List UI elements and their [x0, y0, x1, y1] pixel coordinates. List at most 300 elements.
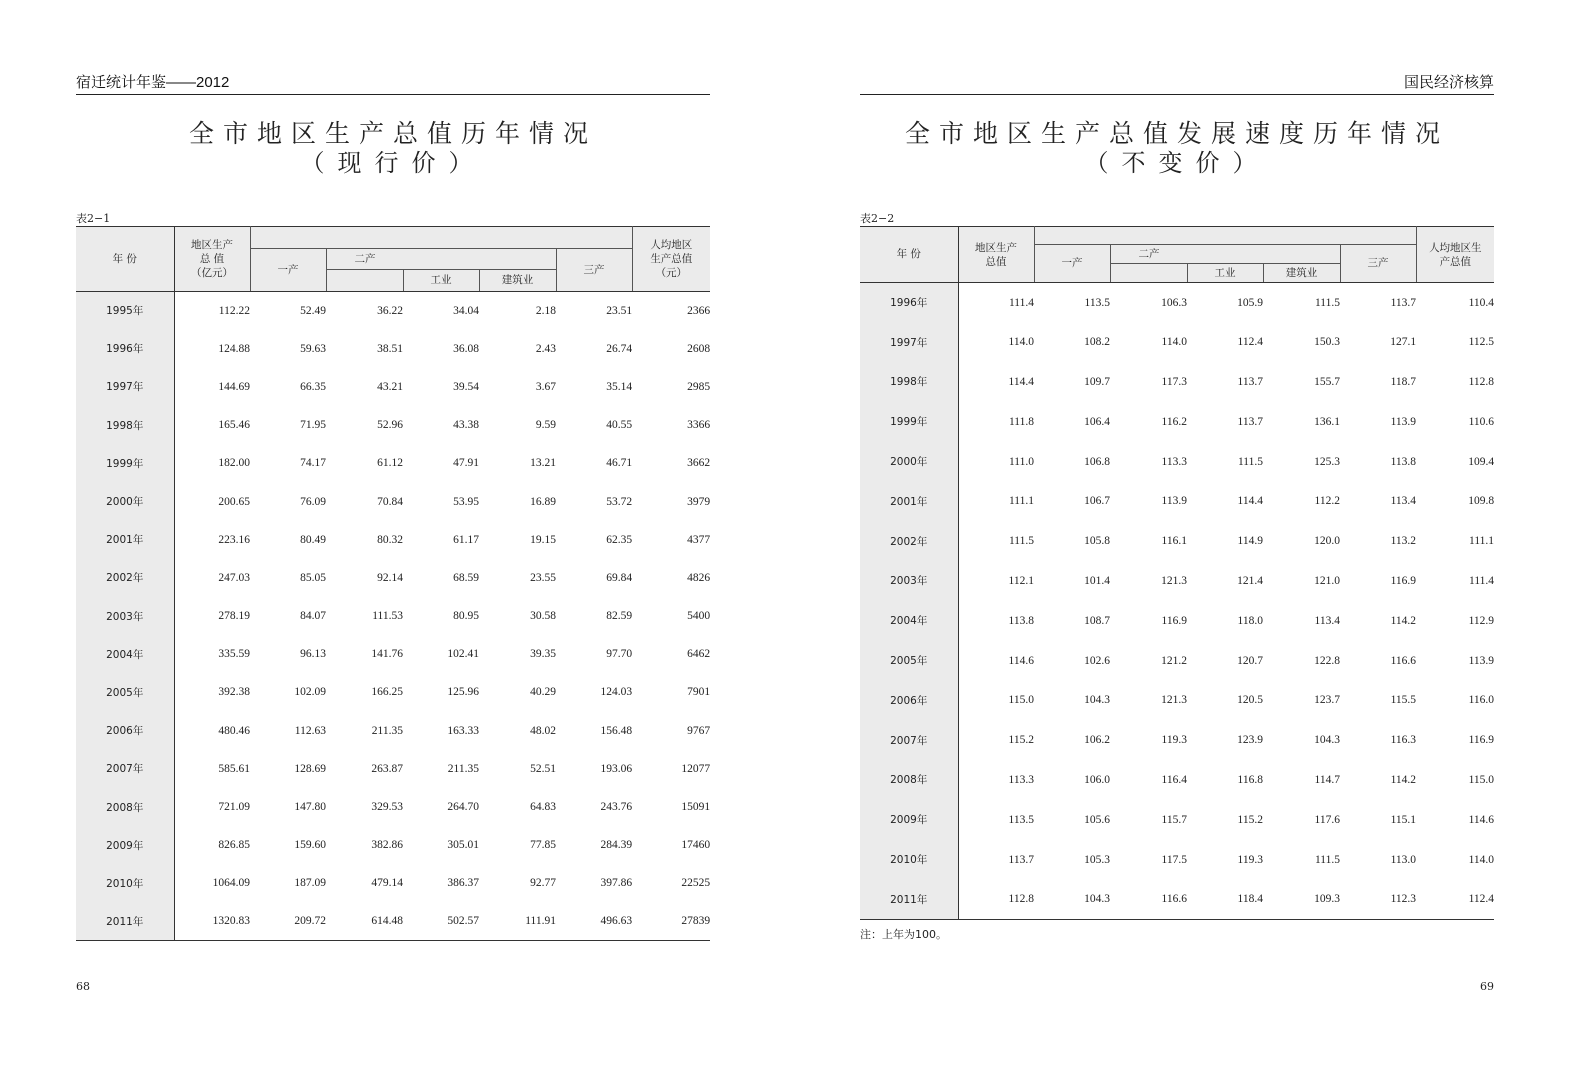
industry-cell: 211.35	[447, 762, 479, 775]
per-capita-cell: 3366	[687, 419, 711, 432]
year-cell: 2003年	[76, 597, 174, 635]
secondary-cell: 113.9	[1161, 495, 1187, 508]
primary-cell: 106.4	[1084, 415, 1110, 428]
primary-cell: 71.95	[300, 419, 326, 432]
year-cell: 1999年	[860, 402, 958, 442]
construction-cell: 122.8	[1314, 654, 1340, 667]
industry-cell: 120.7	[1237, 654, 1263, 667]
table-row	[860, 362, 1494, 402]
per-capita-cell: 109.4	[1468, 455, 1495, 468]
year-cell: 1995年	[76, 292, 174, 330]
per-capita-cell: 2366	[687, 304, 711, 317]
gdp-cell: 392.38	[218, 686, 250, 699]
header-percap-line1: 人均地区生	[1429, 241, 1482, 254]
industry-cell: 163.33	[447, 724, 479, 737]
header-industry: 工业	[1187, 264, 1263, 283]
table-code-left: 表2−1	[76, 212, 111, 225]
table-row	[76, 864, 710, 902]
gdp-cell: 114.6	[1008, 654, 1034, 667]
primary-cell: 108.7	[1084, 614, 1110, 627]
industry-cell: 114.4	[1237, 495, 1263, 508]
secondary-cell: 70.84	[377, 495, 403, 508]
table-row	[860, 322, 1494, 362]
table-row	[76, 406, 710, 444]
industry-cell: 112.4	[1237, 336, 1263, 349]
secondary-cell: 80.32	[377, 533, 403, 546]
industry-cell: 123.9	[1237, 734, 1263, 747]
table-row	[860, 800, 1494, 840]
secondary-cell: 121.3	[1161, 574, 1187, 587]
secondary-cell: 117.5	[1161, 853, 1187, 866]
tertiary-cell: 35.14	[606, 380, 633, 393]
table-row	[76, 368, 710, 406]
gdp-cell: 114.4	[1008, 375, 1034, 388]
gdp-current-price-table	[76, 226, 710, 941]
gdp-cell: 1320.83	[212, 915, 250, 928]
primary-cell: 106.0	[1084, 773, 1110, 786]
tertiary-cell: 23.51	[606, 304, 633, 317]
tertiary-cell: 26.74	[606, 342, 633, 355]
tertiary-cell: 113.8	[1390, 455, 1417, 468]
secondary-cell: 479.14	[371, 877, 403, 890]
primary-cell: 74.17	[300, 457, 326, 470]
header-gdp-line3: （亿元）	[191, 267, 233, 279]
per-capita-cell: 115.0	[1468, 773, 1495, 786]
primary-cell: 187.09	[294, 877, 326, 890]
primary-cell: 52.49	[300, 304, 326, 317]
per-capita-cell: 2985	[687, 380, 711, 393]
header-percap-line2: 生产总值	[650, 253, 693, 265]
tertiary-cell: 127.1	[1390, 336, 1417, 349]
secondary-cell: 382.86	[371, 839, 403, 852]
construction-cell: 111.5	[1314, 296, 1340, 309]
year-cell: 2005年	[860, 641, 958, 681]
industry-cell: 305.01	[447, 839, 479, 852]
primary-cell: 85.05	[300, 571, 326, 584]
header-per-capita	[632, 227, 710, 292]
secondary-cell: 141.76	[371, 648, 403, 661]
gdp-cell: 114.0	[1008, 336, 1034, 349]
per-capita-cell: 112.4	[1468, 893, 1495, 906]
table-subtitle-right: （不变价）	[1084, 149, 1270, 177]
gdp-cell: 112.22	[218, 304, 250, 317]
year-cell: 2009年	[860, 800, 958, 840]
industry-cell: 114.9	[1237, 535, 1263, 548]
table-subtitle-left: （现行价）	[300, 149, 486, 177]
tertiary-cell: 115.5	[1390, 694, 1417, 707]
tertiary-cell: 69.84	[606, 571, 633, 584]
header-primary: 一产	[1034, 245, 1110, 283]
primary-cell: 102.6	[1084, 654, 1110, 667]
tertiary-cell: 397.86	[600, 877, 633, 890]
secondary-cell: 263.87	[371, 762, 403, 775]
tertiary-cell: 62.35	[606, 533, 633, 546]
industry-cell: 53.95	[453, 495, 479, 508]
per-capita-cell: 7901	[687, 686, 711, 699]
construction-cell: 155.7	[1314, 375, 1340, 388]
primary-cell: 105.3	[1084, 853, 1110, 866]
gdp-cell: 112.1	[1008, 574, 1034, 587]
per-capita-cell: 17460	[681, 839, 711, 852]
table-row	[76, 521, 710, 559]
table-row	[76, 444, 710, 482]
tertiary-cell: 116.6	[1390, 654, 1417, 667]
per-capita-cell: 111.1	[1469, 535, 1495, 548]
gdp-cell: 113.5	[1008, 813, 1034, 826]
table-body-right	[860, 283, 1494, 920]
primary-cell: 66.35	[300, 380, 326, 393]
secondary-cell: 38.51	[377, 342, 403, 355]
primary-cell: 84.07	[300, 610, 326, 623]
header-rule-right	[860, 94, 1494, 95]
primary-cell: 159.60	[294, 839, 326, 852]
secondary-cell: 116.4	[1161, 773, 1187, 786]
secondary-cell: 43.21	[377, 380, 403, 393]
construction-cell: 114.7	[1314, 773, 1340, 786]
table-row	[76, 903, 710, 941]
tertiary-cell: 53.72	[606, 495, 633, 508]
year-cell: 2008年	[76, 788, 174, 826]
per-capita-cell: 3662	[687, 457, 711, 470]
secondary-cell: 52.96	[377, 419, 403, 432]
per-capita-cell: 110.4	[1468, 296, 1495, 309]
header-gdp-line1: 地区生产	[975, 241, 1017, 254]
secondary-cell: 106.3	[1161, 296, 1187, 309]
construction-cell: 150.3	[1314, 336, 1340, 349]
industry-cell: 502.57	[447, 915, 479, 928]
industry-cell: 125.96	[447, 686, 479, 699]
construction-cell: 120.0	[1314, 535, 1340, 548]
secondary-cell: 92.14	[377, 571, 403, 584]
gdp-cell: 113.8	[1008, 614, 1034, 627]
secondary-cell: 614.48	[371, 915, 403, 928]
construction-cell: 104.3	[1314, 734, 1340, 747]
industry-cell: 116.8	[1237, 773, 1263, 786]
primary-cell: 59.63	[300, 342, 326, 355]
primary-cell: 112.63	[294, 724, 326, 737]
gdp-cell: 115.0	[1008, 694, 1034, 707]
per-capita-cell: 12077	[681, 762, 711, 775]
gdp-cell: 721.09	[218, 801, 250, 814]
primary-cell: 104.3	[1084, 893, 1110, 906]
industry-cell: 105.9	[1237, 296, 1263, 309]
tertiary-cell: 113.2	[1390, 535, 1417, 548]
year-cell: 2002年	[76, 559, 174, 597]
table-row	[76, 712, 710, 750]
construction-cell: 121.0	[1314, 574, 1340, 587]
gdp-cell: 223.16	[218, 533, 250, 546]
construction-cell: 125.3	[1314, 455, 1340, 468]
per-capita-cell: 112.8	[1468, 375, 1495, 388]
table-row	[860, 442, 1494, 482]
construction-cell: 30.58	[530, 610, 556, 623]
gdp-cell: 182.00	[218, 457, 250, 470]
left-page	[0, 0, 793, 1077]
construction-cell: 52.51	[530, 762, 556, 775]
industry-cell: 111.5	[1237, 455, 1263, 468]
year-cell: 2000年	[860, 442, 958, 482]
secondary-cell: 116.6	[1161, 893, 1187, 906]
primary-cell: 102.09	[294, 686, 326, 699]
industry-cell: 121.4	[1237, 574, 1263, 587]
industry-cell: 113.7	[1237, 415, 1263, 428]
secondary-cell: 329.53	[371, 801, 403, 814]
year-cell: 1998年	[76, 406, 174, 444]
construction-cell: 111.5	[1314, 853, 1340, 866]
table-row	[860, 561, 1494, 601]
year-cell: 2002年	[860, 521, 958, 561]
gdp-cell: 115.2	[1008, 734, 1034, 747]
secondary-cell: 117.3	[1161, 375, 1187, 388]
secondary-cell: 36.22	[377, 304, 403, 317]
primary-cell: 76.09	[300, 495, 326, 508]
tertiary-cell: 114.2	[1390, 773, 1417, 786]
tertiary-cell: 40.55	[606, 419, 633, 432]
year-cell: 2004年	[76, 635, 174, 673]
primary-cell: 106.7	[1084, 495, 1110, 508]
secondary-cell: 115.7	[1161, 813, 1187, 826]
table-note: 注：上年为100。	[860, 928, 947, 941]
per-capita-cell: 113.9	[1468, 654, 1495, 667]
construction-cell: 13.21	[530, 457, 556, 470]
header-gdp-line1: 地区生产	[191, 239, 233, 251]
header-secondary-total	[1110, 264, 1187, 283]
gdp-cell: 165.46	[218, 419, 250, 432]
secondary-cell: 114.0	[1161, 336, 1187, 349]
gdp-cell: 247.03	[218, 571, 250, 584]
gdp-cell: 585.61	[218, 762, 250, 775]
primary-cell: 113.5	[1084, 296, 1110, 309]
secondary-cell: 166.25	[371, 686, 403, 699]
per-capita-cell: 2608	[687, 342, 711, 355]
gdp-cell: 111.5	[1008, 535, 1034, 548]
table-row	[76, 559, 710, 597]
primary-cell: 128.69	[294, 762, 326, 775]
tertiary-cell: 496.63	[600, 915, 633, 928]
per-capita-cell: 116.0	[1468, 694, 1495, 707]
industry-cell: 80.95	[453, 610, 479, 623]
industry-cell: 43.38	[453, 419, 479, 432]
per-capita-cell: 110.6	[1468, 415, 1495, 428]
gdp-cell: 113.7	[1008, 853, 1034, 866]
table-row	[76, 597, 710, 635]
construction-cell: 92.77	[530, 877, 556, 890]
table-row	[76, 635, 710, 673]
primary-cell: 96.13	[300, 648, 326, 661]
header-secondary: 二产	[326, 249, 556, 270]
per-capita-cell: 6462	[687, 648, 711, 661]
header-secondary: 二产	[1110, 245, 1340, 264]
table-row	[860, 402, 1494, 442]
table-row	[860, 601, 1494, 641]
year-cell: 2007年	[860, 720, 958, 760]
running-head-left: 宿迁统计年鉴——2012	[76, 74, 230, 91]
gdp-growth-index-table	[860, 226, 1494, 920]
industry-cell: 118.4	[1237, 893, 1263, 906]
gdp-cell: 111.4	[1008, 296, 1034, 309]
table-row	[76, 788, 710, 826]
right-page	[793, 0, 1587, 1077]
construction-cell: 111.91	[525, 915, 556, 928]
construction-cell: 64.83	[530, 801, 556, 814]
tertiary-cell: 124.03	[600, 686, 633, 699]
header-percap-line1: 人均地区	[650, 239, 693, 251]
table-row	[860, 720, 1494, 760]
header-gdp	[958, 227, 1034, 283]
year-cell: 2000年	[76, 482, 174, 520]
primary-cell: 106.2	[1084, 734, 1110, 747]
page-number-left: 68	[76, 980, 90, 993]
industry-cell: 113.7	[1237, 375, 1263, 388]
primary-cell: 104.3	[1084, 694, 1110, 707]
tertiary-cell: 113.0	[1390, 853, 1417, 866]
table-code-right: 表2−2	[860, 212, 895, 225]
construction-cell: 2.18	[535, 304, 556, 317]
year-cell: 1997年	[76, 368, 174, 406]
gdp-cell: 200.65	[218, 495, 250, 508]
table-row	[860, 840, 1494, 880]
table-row	[76, 826, 710, 864]
tertiary-cell: 82.59	[606, 610, 633, 623]
tertiary-cell: 113.9	[1390, 415, 1417, 428]
construction-cell: 109.3	[1314, 893, 1340, 906]
header-tertiary: 三产	[556, 249, 632, 292]
primary-cell: 105.8	[1084, 535, 1110, 548]
tertiary-cell: 193.06	[600, 762, 633, 775]
industry-cell: 36.08	[453, 342, 479, 355]
per-capita-cell: 3979	[687, 495, 711, 508]
header-secondary-total	[326, 270, 403, 292]
table-row	[860, 283, 1494, 323]
table-row	[860, 879, 1494, 919]
gdp-cell: 278.19	[218, 610, 250, 623]
secondary-cell: 116.1	[1161, 535, 1187, 548]
tertiary-cell: 156.48	[600, 724, 633, 737]
header-primary: 一产	[250, 249, 326, 292]
year-cell: 1996年	[76, 330, 174, 368]
header-tertiary: 三产	[1340, 245, 1416, 283]
header-percap-line3: （元）	[655, 267, 688, 279]
per-capita-cell: 112.9	[1468, 614, 1495, 627]
secondary-cell: 111.53	[372, 610, 403, 623]
secondary-cell: 113.3	[1161, 455, 1187, 468]
year-cell: 2007年	[76, 750, 174, 788]
per-capita-cell: 4826	[687, 571, 711, 584]
construction-cell: 19.15	[530, 533, 556, 546]
industry-cell: 34.04	[453, 304, 479, 317]
tertiary-cell: 116.3	[1390, 734, 1417, 747]
secondary-cell: 61.12	[377, 457, 403, 470]
construction-cell: 117.6	[1314, 813, 1340, 826]
industry-cell: 120.5	[1237, 694, 1263, 707]
construction-cell: 48.02	[530, 724, 556, 737]
table-row	[76, 330, 710, 368]
gdp-cell: 144.69	[218, 380, 250, 393]
tertiary-cell: 243.76	[600, 801, 633, 814]
tertiary-cell: 114.2	[1390, 614, 1417, 627]
header-gdp-line2: 总 值	[199, 253, 225, 265]
tertiary-cell: 118.7	[1390, 375, 1417, 388]
industry-cell: 68.59	[453, 571, 479, 584]
gdp-cell: 112.8	[1008, 893, 1034, 906]
industry-cell: 47.91	[453, 457, 479, 470]
gdp-cell: 480.46	[218, 724, 250, 737]
secondary-cell: 121.3	[1161, 694, 1187, 707]
tertiary-cell: 113.4	[1390, 495, 1417, 508]
gdp-cell: 111.8	[1008, 415, 1034, 428]
table-row	[860, 481, 1494, 521]
table-row	[76, 292, 710, 330]
header-industry: 工业	[403, 270, 479, 292]
secondary-cell: 211.35	[371, 724, 403, 737]
industry-cell: 264.70	[447, 801, 479, 814]
year-cell: 2001年	[76, 521, 174, 559]
header-rule-left	[76, 94, 710, 95]
construction-cell: 112.2	[1314, 495, 1340, 508]
per-capita-cell: 22525	[681, 877, 711, 890]
header-construction: 建筑业	[1263, 264, 1340, 283]
per-capita-cell: 114.6	[1468, 813, 1495, 826]
gdp-cell: 111.1	[1008, 495, 1034, 508]
industry-cell: 61.17	[453, 533, 479, 546]
year-cell: 2011年	[76, 903, 174, 941]
primary-cell: 105.6	[1084, 813, 1110, 826]
construction-cell: 3.67	[535, 380, 556, 393]
industry-cell: 386.37	[447, 877, 479, 890]
per-capita-cell: 112.5	[1468, 336, 1495, 349]
table-title-right: 全市地区生产总值发展速度历年情况	[904, 119, 1449, 148]
page-number-right: 69	[1480, 980, 1494, 993]
table-row	[76, 673, 710, 711]
industry-cell: 102.41	[447, 648, 479, 661]
year-cell: 2010年	[860, 840, 958, 880]
year-cell: 2006年	[860, 680, 958, 720]
year-cell: 1997年	[860, 322, 958, 362]
construction-cell: 136.1	[1314, 415, 1340, 428]
per-capita-cell: 116.9	[1468, 734, 1495, 747]
tertiary-cell: 284.39	[600, 839, 633, 852]
construction-cell: 123.7	[1314, 694, 1340, 707]
per-capita-cell: 5400	[687, 610, 711, 623]
tertiary-cell: 113.7	[1390, 296, 1417, 309]
table-row	[860, 760, 1494, 800]
construction-cell: 77.85	[530, 839, 556, 852]
per-capita-cell: 9767	[687, 724, 711, 737]
secondary-cell: 116.2	[1161, 415, 1187, 428]
gdp-cell: 124.88	[218, 342, 250, 355]
year-cell: 2004年	[860, 601, 958, 641]
tertiary-cell: 46.71	[606, 457, 633, 470]
construction-cell: 16.89	[530, 495, 556, 508]
header-group-blank	[1034, 227, 1416, 245]
year-cell: 2010年	[76, 864, 174, 902]
table-row	[860, 641, 1494, 681]
table-body-left	[76, 292, 710, 941]
primary-cell: 209.72	[294, 915, 326, 928]
per-capita-cell: 109.8	[1468, 495, 1495, 508]
header-year: 年 份	[76, 227, 174, 292]
per-capita-cell: 4377	[687, 533, 711, 546]
construction-cell: 39.35	[530, 648, 556, 661]
year-cell: 2003年	[860, 561, 958, 601]
gdp-cell: 335.59	[218, 648, 250, 661]
table-row	[76, 482, 710, 520]
year-cell: 1998年	[860, 362, 958, 402]
tertiary-cell: 115.1	[1390, 813, 1417, 826]
header-year: 年 份	[860, 227, 958, 283]
industry-cell: 118.0	[1237, 614, 1263, 627]
year-cell: 2008年	[860, 760, 958, 800]
